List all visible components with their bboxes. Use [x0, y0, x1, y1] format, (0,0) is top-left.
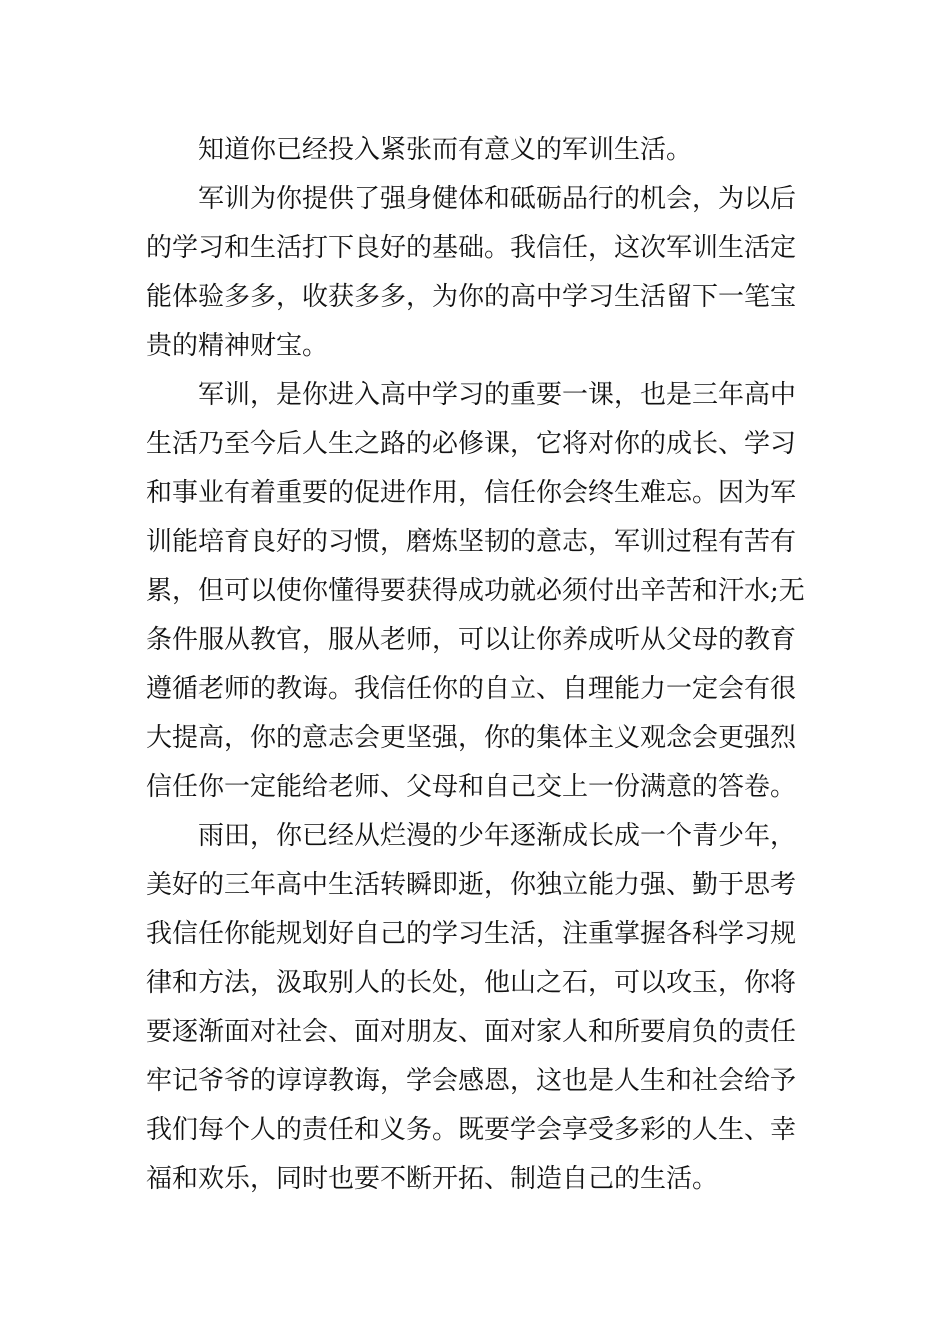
text-line: 雨田，你已经从烂漫的少年逐渐成长成一个青少年，	[198, 821, 797, 851]
text-line: 要逐渐面对社会、面对朋友、面对家人和所要肩负的责任	[146, 1017, 797, 1047]
text-line: 和事业有着重要的促进作用，信任你会终生难忘。因为军	[146, 478, 797, 508]
text-line: 累，但可以使你懂得要获得成功就必须付出辛苦和汗水;无	[146, 576, 805, 606]
text-line: 我信任你能规划好自己的学习生活，注重掌握各科学习规	[146, 919, 797, 949]
text-line: 生活乃至今后人生之路的必修课，它将对你的成长、学习	[146, 429, 797, 459]
text-line: 贵的精神财宝。	[146, 331, 329, 361]
text-line: 的学习和生活打下良好的基础。我信任，这次军训生活定	[146, 233, 797, 263]
text-line: 能体验多多，收获多多，为你的高中学习生活留下一笔宝	[146, 282, 797, 312]
text-line: 福和欢乐，同时也要不断开拓、制造自己的生活。	[146, 1164, 719, 1194]
text-line: 信任你一定能给老师、父母和自己交上一份满意的答卷。	[146, 772, 797, 802]
text-line: 军训，是你进入高中学习的重要一课，也是三年高中	[198, 380, 797, 410]
text-line: 我们每个人的责任和义务。既要学会享受多彩的人生、幸	[146, 1115, 797, 1145]
text-line: 遵循老师的教诲。我信任你的自立、自理能力一定会有很	[146, 674, 797, 704]
text-line: 美好的三年高中生活转瞬即逝，你独立能力强、勤于思考	[146, 870, 797, 900]
text-line: 训能培育良好的习惯，磨炼坚韧的意志，军训过程有苦有	[146, 527, 797, 557]
document-body	[146, 126, 810, 1204]
text-line: 条件服从教官，服从老师，可以让你养成听从父母的教育	[146, 625, 797, 655]
text-line: 知道你已经投入紧张而有意义的军训生活。	[198, 135, 693, 165]
text-line: 大提高，你的意志会更坚强，你的集体主义观念会更强烈	[146, 723, 797, 753]
text-line: 律和方法，汲取别人的长处，他山之石，可以攻玉，你将	[146, 968, 797, 998]
text-line: 牢记爷爷的谆谆教诲，学会感恩，这也是人生和社会给予	[146, 1066, 797, 1096]
text-line: 军训为你提供了强身健体和砥砺品行的机会，为以后	[198, 184, 797, 214]
